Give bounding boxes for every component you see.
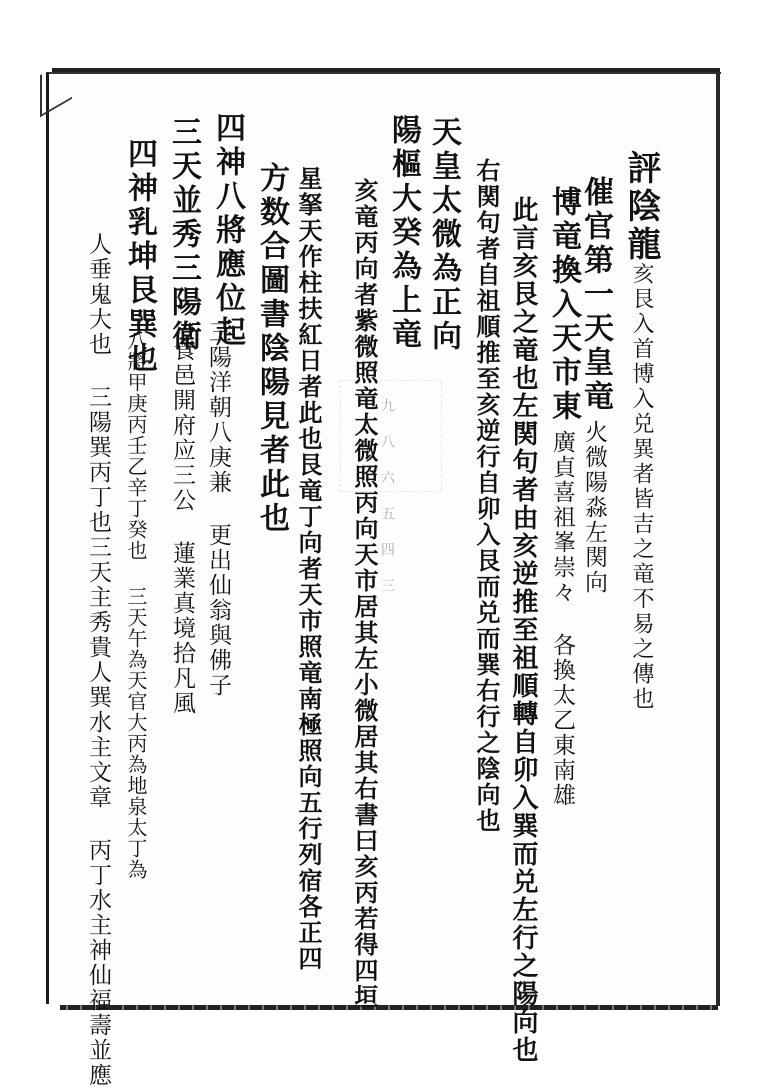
text-column-2: 博竜換入天市東 xyxy=(546,186,581,424)
faint-stamp-text: 九 八 六 五 四 三 xyxy=(379,398,395,595)
text-column-12-note: 八將甲庚丙壬乙辛丁癸也 三天午為天官大丙為地泉太丁為 xyxy=(124,330,148,880)
text-column-8: 星拏天作柱扶紅日者此也艮竜丁向者天市照竜南極照向五行列宿各正四 xyxy=(294,166,323,972)
text-column-13: 人垂鬼大也 三陽巽丙丁也三天主秀貴人巽水主文章 丙丁水主神仙福壽並應 xyxy=(85,232,111,1088)
text-column-3: 此言亥艮之竜也左関句者由亥逆推至祖順轉自卯入巽而兑左行之陽向也 xyxy=(508,196,538,1064)
text-column-10: 四神八將應位起 xyxy=(210,112,245,350)
text-column-9: 方数合圖書陰陽見者此也 xyxy=(254,162,289,536)
text-column-6: 陽樞大癸為上竜 xyxy=(386,114,421,352)
text-column-1-note: 火微陽淼左関向 xyxy=(581,420,607,595)
text-column-12: 四神乳坤艮巽也 xyxy=(122,138,157,376)
text-column-1: 催官第一天皇竜 xyxy=(578,176,613,414)
intro-note: 亥艮入首博入兑異者皆吉之竜不易之傳也 xyxy=(629,262,654,712)
text-column-11-note: 食邑開府应三公 蓮業真境拾凡風 xyxy=(169,338,195,716)
bottom-border-rule xyxy=(60,1005,718,1010)
page-title: 評陰龍 xyxy=(621,150,661,264)
text-column-2-note: 廣貞喜祖峯崇々 各換太乙東南雄 xyxy=(549,430,575,808)
top-border-rule xyxy=(52,68,720,72)
text-column-5: 天皇太微為正向 xyxy=(426,116,461,354)
text-column-10-note: 三陽洋朝八庚兼 更出仙翁與佛子 xyxy=(205,320,231,698)
text-column-7: 亥竜丙向者紫微照竜太微照丙向天市居其左小微居其右書曰亥丙若得四垣 xyxy=(350,178,379,1010)
text-column-11: 三天並秀三陽衛 xyxy=(166,116,201,354)
text-column-4: 右関句者自祖順推至亥逆行自卯入艮而兑而巽右行之陰向也 xyxy=(472,158,501,834)
right-border-rule xyxy=(716,72,720,1006)
